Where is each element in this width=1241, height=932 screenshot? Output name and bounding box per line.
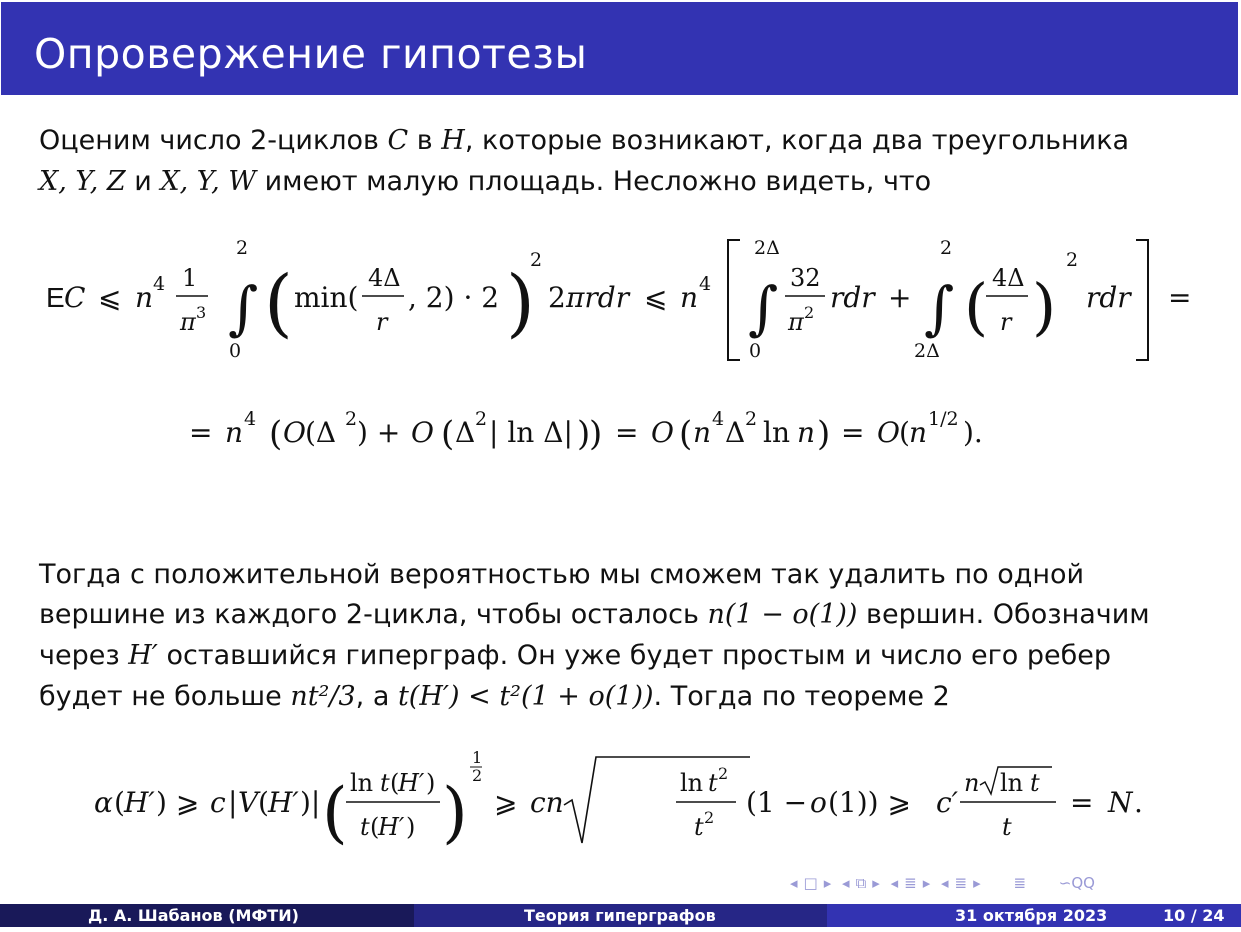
text: Тогда с положительной вероятностью мы сможем так удалить по одной: [39, 559, 1085, 590]
svg-text:∫: ∫: [748, 274, 779, 342]
nav-section-icon: ≣: [904, 874, 917, 892]
svg-text:): ): [442, 774, 468, 851]
math-t-bound: t(H′) < t²(1 + o(1)): [397, 681, 654, 712]
svg-text:=: =: [1070, 786, 1094, 819]
svg-text:): ): [589, 414, 603, 454]
svg-text:, 2) · 2: , 2) · 2: [408, 281, 500, 314]
svg-text:O: O: [877, 416, 900, 449]
svg-text:1: 1: [182, 264, 198, 292]
svg-text:O: O: [411, 416, 434, 449]
svg-text:0: 0: [749, 340, 762, 362]
eq1-line1-text: EC ⩽ n⁴ (1/π³) ∫₀² ( min(4Δ/r, 2) · 2 )² 2πrdr ⩽ n⁴ [ ∫₀^{2Δ} (32/π²) rdr + ∫_{2Δ}² (4Δ/r)² rdr ] =: [40, 228, 89, 229]
svg-text:): ): [406, 813, 416, 841]
svg-text:O: O: [651, 416, 674, 449]
footer-title-box: [414, 904, 827, 927]
svg-text:H′: H′: [398, 769, 425, 797]
svg-text:4Δ: 4Δ: [368, 264, 401, 292]
svg-text:).: ).: [963, 416, 983, 449]
equation-2: [90, 745, 1160, 855]
slide-title: Опровержение гипотезы: [34, 30, 588, 78]
nav-search-icon[interactable]: ∽QQ: [1058, 874, 1095, 892]
svg-text:=: =: [841, 416, 865, 449]
svg-text:2: 2: [1066, 249, 1079, 271]
footer-date: 31 октября 2023: [955, 906, 1108, 925]
eq2-text: α(H′) ⩾ c|V(H′)| (ln t(H′) / t(H′))^{1/2} ⩾ cn √(ln t² / t²) (1 − o(1)) ⩾ c′ n√(ln t) / t = N.: [90, 745, 134, 746]
svg-text:1: 1: [472, 748, 483, 767]
svg-text:c: c: [210, 786, 226, 819]
footer-page-number: 10 / 24: [1163, 906, 1225, 925]
footer-author-box: [0, 904, 414, 927]
nav-part-icon: ≣: [954, 874, 968, 892]
text: , которые возникают, когда два треугольника: [464, 125, 1130, 156]
math-C: C: [387, 125, 409, 156]
svg-text:∫: ∫: [924, 274, 955, 342]
svg-text:H′: H′: [124, 786, 155, 819]
svg-text:V: V: [238, 786, 259, 819]
svg-text:4: 4: [244, 408, 257, 430]
svg-text:ln: ln: [350, 769, 374, 797]
svg-text:n: n: [225, 416, 244, 449]
svg-text:(: (: [269, 414, 283, 454]
svg-text:2Δ: 2Δ: [754, 237, 780, 259]
nav-next-frame-icon[interactable]: ▸: [823, 874, 832, 892]
paragraph-1-line-1: [39, 120, 1129, 161]
svg-text:2Δ: 2Δ: [914, 340, 940, 362]
text: оставшийся гиперграф. Он уже будет простым и число его ребер: [157, 640, 1112, 671]
svg-text:∫: ∫: [228, 274, 259, 342]
svg-text:rdr: rdr: [1086, 281, 1131, 314]
svg-text:c′: c′: [936, 786, 959, 819]
footer: [0, 904, 1241, 927]
nav-subsection-icon: ⧉: [855, 874, 867, 892]
paragraph-2-line-1: [39, 554, 1084, 595]
svg-text:E: E: [46, 282, 65, 313]
svg-text:2: 2: [548, 281, 566, 314]
svg-text:4: 4: [699, 273, 712, 295]
svg-text:n: n: [909, 416, 928, 449]
svg-text:32: 32: [790, 264, 821, 292]
svg-text:N: N: [1108, 786, 1133, 819]
svg-text:4Δ: 4Δ: [992, 264, 1025, 292]
svg-text:(: (: [964, 270, 989, 343]
svg-text:2: 2: [475, 408, 488, 430]
svg-text:rdr: rdr: [830, 281, 875, 314]
svg-text:4: 4: [153, 273, 166, 295]
svg-text:2: 2: [745, 408, 758, 430]
svg-text:t: t: [1030, 769, 1040, 797]
svg-text:(: (: [114, 786, 125, 819]
svg-text:2: 2: [345, 408, 358, 430]
math-nt2-over-3: nt²/3: [290, 681, 356, 712]
svg-text:min(: min(: [294, 281, 359, 314]
nav-next-part-icon[interactable]: ▸: [973, 874, 981, 892]
nav-prev-frame-icon[interactable]: ◂: [790, 874, 798, 892]
svg-text:): ): [426, 769, 436, 797]
svg-text:.: .: [1134, 786, 1143, 819]
svg-text:n: n: [135, 281, 154, 314]
nav-toc-icon[interactable]: ≣: [1013, 874, 1027, 892]
svg-text:)|: )|: [300, 786, 321, 819]
nav-frame-icon: □: [803, 874, 818, 892]
svg-text:=: =: [615, 416, 639, 449]
nav-prev-part-icon[interactable]: ◂: [941, 874, 949, 892]
paragraph-1-line-2: [39, 161, 931, 202]
nav-prev-section-icon[interactable]: ◂: [890, 874, 899, 892]
svg-text:r: r: [376, 308, 388, 336]
footer-talk-title: Теория гиперграфов: [524, 906, 716, 925]
svg-text:t: t: [380, 769, 390, 797]
math-H: H: [441, 125, 465, 156]
footer-date-box: [827, 904, 1241, 927]
svg-text:n: n: [693, 416, 712, 449]
text: . Тогда по теореме 2: [653, 681, 950, 712]
nav-next-subsection-icon[interactable]: ▸: [872, 874, 880, 892]
title-bar: [1, 2, 1238, 95]
equation-1-line-2: [185, 400, 1065, 470]
svg-text:) +: ) +: [357, 416, 401, 449]
svg-text:2: 2: [704, 808, 715, 827]
svg-text:π: π: [180, 308, 196, 336]
svg-text:+: +: [888, 281, 912, 314]
svg-text:ln: ln: [763, 416, 790, 449]
math-n-1-minus-o1: n(1 − o(1)): [707, 599, 858, 630]
svg-text:O: O: [283, 416, 306, 449]
svg-text:(: (: [390, 769, 400, 797]
paragraph-2-line-2: [39, 594, 1150, 635]
text: вершине из каждого 2-цикла, чтобы осталось: [39, 599, 708, 630]
eq1-line2-text: = n⁴ (O(Δ²) + O(Δ²|ln Δ|)) = O(n⁴Δ² ln n) = O(n^{1/2}).: [185, 400, 214, 401]
svg-text:2: 2: [804, 303, 815, 322]
svg-text:t: t: [1002, 813, 1012, 841]
svg-text:r: r: [1000, 308, 1012, 336]
svg-text:n: n: [797, 416, 816, 449]
svg-text:2: 2: [530, 249, 543, 271]
nav-next-section-icon[interactable]: ▸: [922, 874, 931, 892]
svg-text:Δ: Δ: [455, 416, 476, 449]
paragraph-2-line-4: [39, 676, 950, 717]
svg-text:=: =: [1168, 281, 1192, 314]
svg-text:(1)) ⩾: (1)) ⩾: [828, 786, 911, 819]
paragraph-2-line-3: [39, 635, 1111, 676]
svg-text:): ): [506, 260, 535, 346]
svg-text:(Δ: (Δ: [305, 416, 337, 449]
svg-text:(: (: [258, 786, 269, 819]
svg-text:): ): [817, 414, 831, 454]
svg-text:(: (: [899, 416, 910, 449]
svg-text:(: (: [322, 774, 348, 851]
text: и: [125, 166, 161, 197]
equation-1-line-1: [40, 228, 1210, 368]
svg-text:⩾: ⩾: [494, 786, 518, 819]
math-xyz: X, Y, Z: [39, 166, 126, 197]
svg-text:ln: ln: [1000, 769, 1024, 797]
svg-text:3: 3: [196, 303, 207, 322]
svg-text:(: (: [264, 260, 293, 346]
svg-text:|: |: [228, 786, 238, 819]
svg-text:πrdr: πrdr: [566, 281, 630, 314]
svg-text:0: 0: [229, 340, 242, 362]
text: Оценим число 2-циклов: [39, 125, 388, 156]
svg-text:4: 4: [712, 408, 725, 430]
svg-text:n: n: [964, 769, 980, 797]
footer-author: Д. А. Шабанов (МФТИ): [88, 906, 299, 925]
svg-text:2: 2: [718, 764, 729, 783]
text: через: [39, 640, 129, 671]
beamer-navigation: [790, 874, 1101, 896]
svg-text:| ln Δ|: | ln Δ|: [489, 416, 573, 449]
svg-text:t: t: [708, 769, 718, 797]
text: вершин. Обозначим: [857, 599, 1150, 630]
math-H-prime: H′: [128, 640, 158, 671]
text: имеют малую площадь. Несложно видеть, что: [256, 166, 932, 197]
text: в: [408, 125, 442, 156]
svg-text:C: C: [64, 281, 86, 314]
text: будет не больше: [39, 681, 291, 712]
svg-text:π: π: [788, 308, 804, 336]
svg-text:2: 2: [472, 766, 483, 785]
svg-text:=: =: [189, 416, 213, 449]
svg-text:): ): [1032, 270, 1057, 343]
svg-text:2: 2: [940, 237, 953, 259]
svg-text:cn: cn: [530, 786, 564, 819]
svg-text:): ): [577, 414, 591, 454]
svg-text:o: o: [810, 786, 827, 819]
text: , а: [355, 681, 398, 712]
svg-text:⩽: ⩽: [644, 281, 668, 314]
svg-text:(1 −: (1 −: [746, 786, 808, 819]
svg-text:1/2: 1/2: [928, 408, 959, 430]
svg-text:2: 2: [236, 237, 249, 259]
math-xyw: X, Y, W: [160, 166, 257, 197]
svg-text:Δ: Δ: [725, 416, 746, 449]
svg-text:ln: ln: [680, 769, 704, 797]
svg-text:⩽: ⩽: [98, 281, 122, 314]
nav-prev-subsection-icon[interactable]: ◂: [842, 874, 850, 892]
svg-text:α: α: [94, 786, 113, 819]
svg-text:n: n: [680, 281, 699, 314]
svg-text:) ⩾: ) ⩾: [156, 786, 200, 819]
svg-text:(: (: [679, 414, 693, 454]
svg-text:(: (: [441, 414, 455, 454]
svg-text:t: t: [360, 813, 370, 841]
svg-text:t: t: [694, 813, 704, 841]
svg-text:H′: H′: [268, 786, 299, 819]
svg-text:(: (: [370, 813, 380, 841]
svg-text:H′: H′: [378, 813, 405, 841]
